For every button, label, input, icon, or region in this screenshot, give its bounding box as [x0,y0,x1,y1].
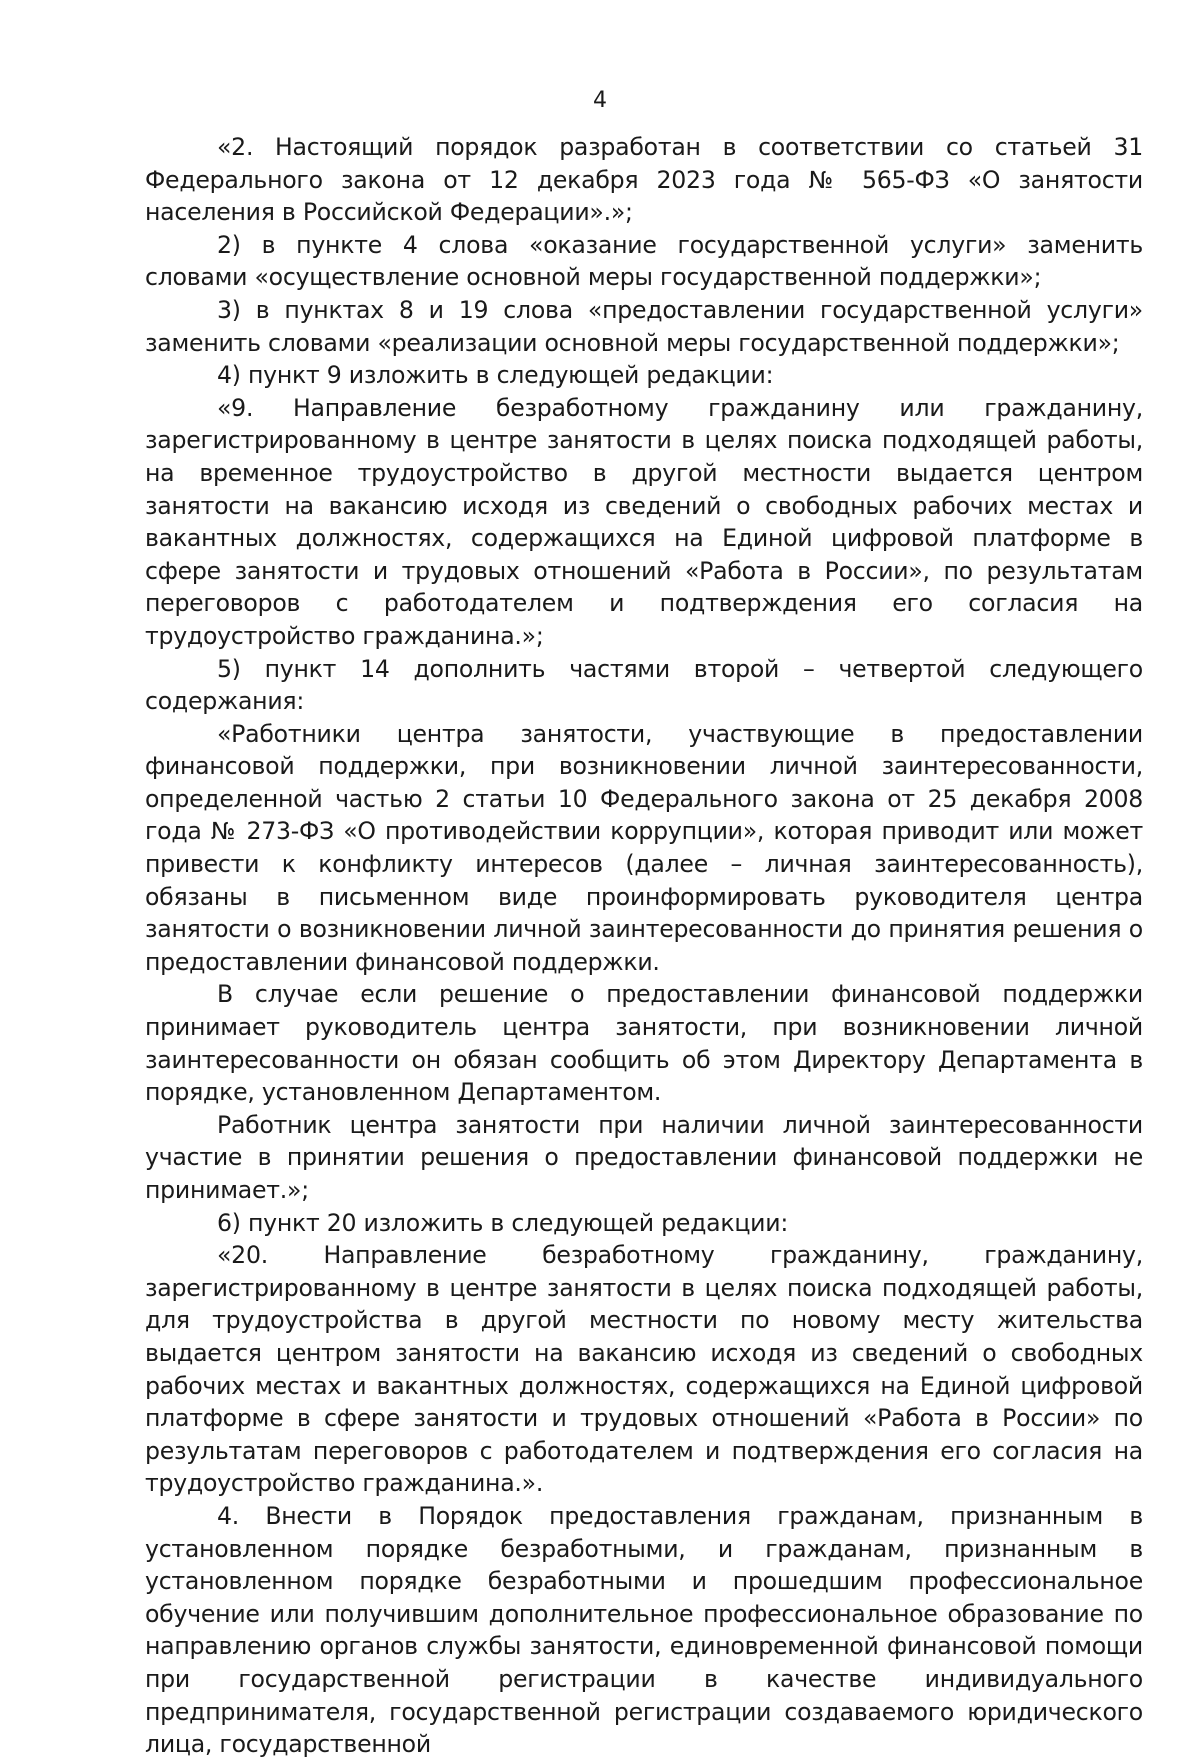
document-body [145,131,1143,1761]
paragraph-item-14-part-3: В случае если решение о предоставлении финансовой поддержки принимает руководитель центра занятости, при возникновении личной заинтересованности он обязан сообщить об этом Директору Департамента в порядке, установленном Департаментом. [145,980,1143,1107]
paragraph-amendment-5: 5) пункт 14 дополнить частями второй – четвертой следующего содержания: [145,654,1143,716]
paragraph-amendment-6: 6) пункт 20 изложить в следующей редакции: [217,1208,789,1237]
paragraph-order-item-2: «2. Настоящий порядок разработан в соответствии со статьей 31 Федерального закона от 12 декабря 2023 года № 565-ФЗ «О занятости населения в Российской Федерации».»; [145,133,1143,227]
paragraph-section-4: 4. Внести в Порядок предоставления гражданам, признанным в установленном порядке безработными, и гражданам, признанным в установленном порядке безработными и прошедшим профессиональное обучение или получившим дополнительное профессиональное образование по направлению органов службы занятости, единовременной финансовой помощи при государственной регистрации в качестве индивидуального предпринимателя, государственной регистрации создаваемого юридического лица, государственной [145,1501,1143,1759]
page-number: 4 [593,88,607,113]
paragraph-item-9-text: «9. Направление безработному гражданину или гражданину, зарегистрированному в центре занятости в целях поиска подходящей работы, на временное трудоустройство в другой местности выдается центром занятости на вакансию исходя из сведений о свободных рабочих местах и вакантных должностях, содержащихся на Единой цифровой платформе в сфере занятости и трудовых отношений «Работа в России», по результатам переговоров с работодателем и подтверждения его согласия на трудоустройство гражданина.»; [145,393,1143,650]
paragraph-item-14-part-4: Работник центра занятости при наличии личной заинтересованности участие в принятии решения о предоставлении финансовой поддержки не принимает.»; [145,1110,1143,1204]
paragraph-item-20-text: «20. Направление безработному гражданину, гражданину, зарегистрированному в центре занятости в целях поиска подходящей работы, для трудоустройства в другой местности по новому месту жительства выдается центром занятости на вакансию исходя из сведений о свободных рабочих местах и вакантных должностях, содержащихся на Единой цифровой платформе в сфере занятости и трудовых отношений «Работа в России» по результатам переговоров с работодателем и подтверждения его согласия на трудоустройство гражданина.». [145,1241,1143,1498]
paragraph-amendment-3: 3) в пунктах 8 и 19 слова «предоставлении государственной услуги» заменить словами «реализации основной меры государственной поддержки»; [145,295,1143,357]
paragraph-amendment-4: 4) пункт 9 изложить в следующей редакции: [217,361,774,390]
paragraph-amendment-2: 2) в пункте 4 слова «оказание государственной услуги» заменить словами «осуществление основной меры государственной поддержки»; [145,230,1143,292]
paragraph-item-14-part-2: «Работники центра занятости, участвующие в предоставлении финансовой поддержки, при возникновении личной заинтересованности, определенной частью 2 статьи 10 Федерального закона от 25 декабря 2008 года № 273-ФЗ «О противодействии коррупции», которая приводит или может привести к конфликту интересов (далее – личная заинтересованность), обязаны в письменном виде проинформировать руководителя центра занятости о возникновении личной заинтересованности до принятия решения о предоставлении финансовой поддержки. [145,719,1143,976]
